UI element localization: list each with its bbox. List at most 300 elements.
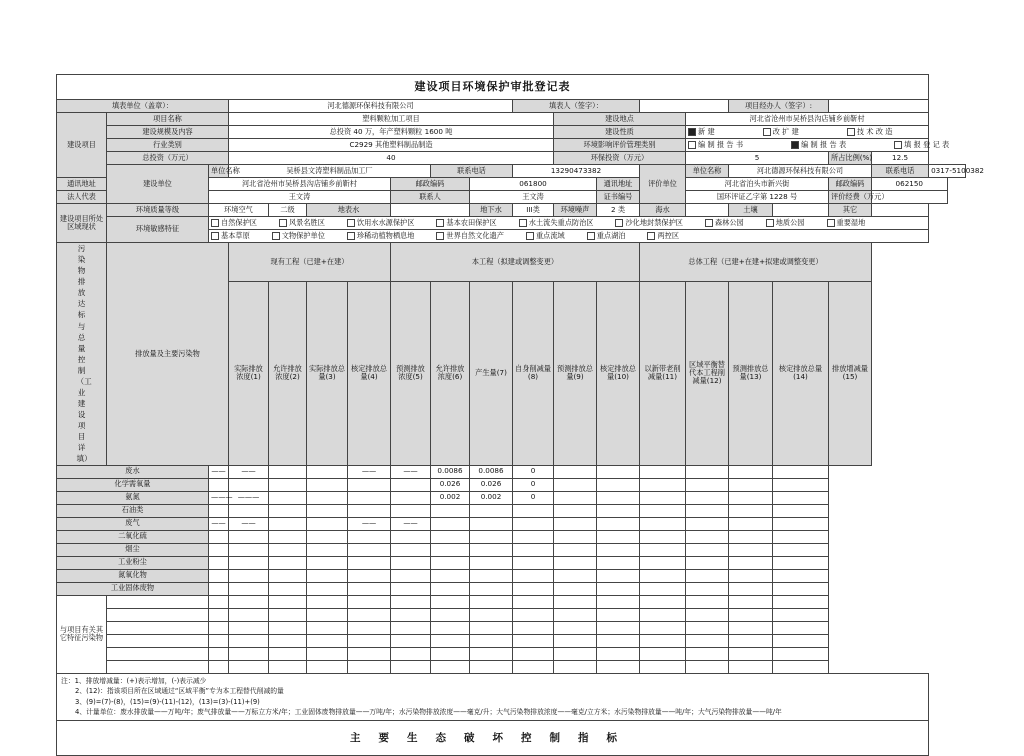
table-cell bbox=[597, 647, 640, 660]
table-cell bbox=[269, 634, 307, 647]
table-cell bbox=[348, 504, 391, 517]
table-cell bbox=[773, 465, 829, 478]
table-cell bbox=[107, 595, 209, 608]
checkbox[interactable] bbox=[272, 232, 280, 240]
table-cell bbox=[554, 647, 597, 660]
sensitive-option-label: 水土流失重点防治区 bbox=[528, 217, 594, 227]
table-cell bbox=[269, 582, 307, 595]
table-cell bbox=[686, 582, 729, 595]
table-cell bbox=[597, 621, 640, 634]
table-cell bbox=[431, 647, 470, 660]
region-section: 建设项目所处区域现状 bbox=[57, 204, 107, 243]
table-cell bbox=[470, 582, 513, 595]
invest-label: 总投资（万元） bbox=[107, 152, 229, 165]
table-cell bbox=[269, 608, 307, 621]
table-row bbox=[57, 595, 966, 608]
table-cell bbox=[209, 582, 229, 595]
table-cell bbox=[554, 556, 597, 569]
table-cell bbox=[269, 491, 307, 504]
table-cell bbox=[348, 491, 391, 504]
table-cell bbox=[554, 517, 597, 530]
table-cell bbox=[686, 621, 729, 634]
table-cell bbox=[391, 595, 431, 608]
column-header: 产生量(7) bbox=[470, 282, 513, 465]
table-cell bbox=[431, 569, 470, 582]
table-row bbox=[57, 556, 966, 569]
table-cell bbox=[269, 556, 307, 569]
table-cell bbox=[209, 530, 229, 543]
option-label: 填 报 登 记 表 bbox=[904, 139, 950, 149]
table-cell bbox=[348, 582, 391, 595]
table-cell bbox=[686, 634, 729, 647]
eia-options bbox=[686, 139, 950, 152]
table-cell bbox=[513, 634, 554, 647]
sensitive-option-label: 森林公园 bbox=[714, 217, 744, 227]
table-cell bbox=[431, 595, 470, 608]
table-cell bbox=[729, 621, 773, 634]
other-pollutant-label: 与项目有关其它特征污染物 bbox=[57, 595, 107, 673]
table-cell bbox=[307, 647, 348, 660]
table-cell bbox=[431, 634, 470, 647]
table-cell bbox=[773, 517, 829, 530]
table-cell bbox=[597, 530, 640, 543]
table-cell bbox=[729, 582, 773, 595]
column-header: 以新带老削减量(11) bbox=[640, 282, 686, 465]
table-cell bbox=[773, 556, 829, 569]
table-cell bbox=[391, 504, 431, 517]
table-cell bbox=[729, 569, 773, 582]
table-cell bbox=[209, 478, 229, 491]
table-cell bbox=[513, 556, 554, 569]
table-cell bbox=[554, 582, 597, 595]
table-cell bbox=[554, 595, 597, 608]
table-cell: 0.026 bbox=[431, 478, 470, 491]
table-cell bbox=[729, 647, 773, 660]
table-cell bbox=[229, 556, 269, 569]
pollutant-name: 氮氧化物 bbox=[57, 569, 209, 582]
checkbox[interactable] bbox=[615, 219, 623, 227]
table-cell bbox=[773, 660, 829, 673]
table-cell bbox=[391, 543, 431, 556]
table-cell bbox=[229, 530, 269, 543]
table-row bbox=[57, 621, 966, 634]
table-cell bbox=[513, 543, 554, 556]
table-cell bbox=[348, 569, 391, 582]
table-cell bbox=[773, 569, 829, 582]
table-cell bbox=[640, 530, 686, 543]
table-cell: 0.0086 bbox=[470, 465, 513, 478]
checkbox[interactable] bbox=[347, 219, 355, 227]
option-item bbox=[688, 128, 715, 136]
pollutant-rows bbox=[57, 465, 966, 595]
table-cell bbox=[269, 517, 307, 530]
checkbox[interactable] bbox=[211, 219, 219, 227]
table-cell: —— bbox=[391, 465, 431, 478]
table-cell bbox=[470, 621, 513, 634]
eval-unit: 河北德源环保科技有限公司 bbox=[729, 165, 872, 178]
table-cell bbox=[640, 647, 686, 660]
column-header: 预测排放浓度(5) bbox=[391, 282, 431, 465]
builder-phone: 13290473382 bbox=[513, 165, 640, 178]
column-header: 区域平衡替代本工程削减量(12) bbox=[686, 282, 729, 465]
filler-person-value bbox=[640, 100, 729, 113]
table-cell bbox=[229, 582, 269, 595]
table-cell bbox=[729, 491, 773, 504]
table-cell bbox=[640, 582, 686, 595]
table-cell bbox=[209, 621, 229, 634]
builder-section: 建设单位 bbox=[107, 165, 209, 204]
checkbox[interactable] bbox=[791, 141, 799, 149]
table-cell bbox=[554, 660, 597, 673]
checkbox[interactable] bbox=[763, 128, 771, 136]
checkbox[interactable] bbox=[347, 232, 355, 240]
table-cell bbox=[470, 530, 513, 543]
table-row bbox=[57, 530, 966, 543]
table-cell bbox=[686, 660, 729, 673]
sensitive-option-label: 世界自然文化遗产 bbox=[446, 230, 504, 240]
sensitive-option bbox=[279, 219, 325, 227]
table-cell bbox=[640, 491, 686, 504]
table-cell bbox=[229, 647, 269, 660]
sensitive-option-label: 饮用水水源保护区 bbox=[356, 217, 415, 227]
table-cell bbox=[431, 608, 470, 621]
table-row bbox=[57, 647, 966, 660]
table-cell bbox=[431, 530, 470, 543]
table-cell bbox=[269, 660, 307, 673]
table-cell: 0.026 bbox=[470, 478, 513, 491]
builder-rep-label: 法人代表 bbox=[57, 191, 107, 204]
table-cell bbox=[307, 478, 348, 491]
table-cell bbox=[513, 595, 554, 608]
table-cell bbox=[513, 582, 554, 595]
table-cell bbox=[729, 465, 773, 478]
table-cell bbox=[470, 517, 513, 530]
table-cell bbox=[773, 582, 829, 595]
eval-phone: 0317-5100382 bbox=[929, 165, 966, 178]
column-header: 预测排放总量(13) bbox=[729, 282, 773, 465]
table-cell bbox=[229, 634, 269, 647]
eval-cert: 国环评证乙字第 1228 号 bbox=[686, 191, 829, 204]
sensitive-option-label: 基本草原 bbox=[221, 230, 250, 240]
notes bbox=[57, 673, 929, 720]
table-cell bbox=[470, 556, 513, 569]
table-cell bbox=[229, 621, 269, 634]
table-cell bbox=[773, 595, 829, 608]
table-cell bbox=[229, 478, 269, 491]
table-cell bbox=[597, 569, 640, 582]
sea-label: 海水 bbox=[640, 204, 686, 217]
table-cell bbox=[554, 530, 597, 543]
table-cell bbox=[686, 491, 729, 504]
column-header: 核定排放总量(4) bbox=[348, 282, 391, 465]
table-cell bbox=[773, 504, 829, 517]
table-cell bbox=[640, 504, 686, 517]
table-cell bbox=[209, 647, 229, 660]
table-cell bbox=[209, 543, 229, 556]
table-cell bbox=[209, 608, 229, 621]
table-cell bbox=[513, 647, 554, 660]
table-cell bbox=[597, 517, 640, 530]
table-cell bbox=[554, 621, 597, 634]
table-cell bbox=[307, 556, 348, 569]
table-cell bbox=[470, 647, 513, 660]
current-header: 本工程（拟建或调整变更） bbox=[391, 243, 640, 282]
table-cell bbox=[773, 530, 829, 543]
filler-label: 填表单位（盖章）： bbox=[57, 100, 229, 113]
table-cell bbox=[597, 582, 640, 595]
table-cell bbox=[431, 517, 470, 530]
table-cell bbox=[269, 478, 307, 491]
table-cell bbox=[391, 647, 431, 660]
table-cell bbox=[640, 595, 686, 608]
table-cell bbox=[513, 530, 554, 543]
table-cell bbox=[513, 621, 554, 634]
table-cell bbox=[348, 595, 391, 608]
table-cell bbox=[307, 621, 348, 634]
checkbox[interactable] bbox=[279, 219, 287, 227]
table-cell bbox=[729, 634, 773, 647]
other-label: 其它 bbox=[829, 204, 872, 217]
project-scale: 总投资 40 万，年产塑料颗粒 1600 吨 bbox=[229, 126, 554, 139]
table-cell bbox=[209, 556, 229, 569]
table-cell bbox=[554, 634, 597, 647]
builder-unit: 吴桥县文涛塑料制品加工厂 bbox=[229, 165, 431, 178]
ratio-value: 12.5 bbox=[872, 152, 929, 165]
table-cell bbox=[209, 569, 229, 582]
project-section: 建设项目 bbox=[57, 113, 107, 178]
table-cell bbox=[640, 556, 686, 569]
table-cell bbox=[348, 634, 391, 647]
table-cell bbox=[348, 543, 391, 556]
checkbox[interactable] bbox=[519, 219, 527, 227]
table-cell bbox=[391, 621, 431, 634]
env-invest-label: 环保投资（万元） bbox=[554, 152, 686, 165]
air-value: 二级 bbox=[269, 204, 307, 217]
eval-unit-label: 单位名称 bbox=[686, 165, 729, 178]
sensitive-option bbox=[615, 219, 683, 227]
option-label: 技 术 改 造 bbox=[856, 126, 893, 136]
existing-header: 现有工程（已建+在建） bbox=[229, 243, 391, 282]
table-cell bbox=[229, 608, 269, 621]
eval-addr: 河北省泊头市新兴街 bbox=[686, 178, 829, 191]
table-cell bbox=[391, 608, 431, 621]
table-cell bbox=[391, 660, 431, 673]
table-cell bbox=[773, 647, 829, 660]
pollutant-name: 化学需氧量 bbox=[57, 478, 209, 491]
table-cell bbox=[597, 556, 640, 569]
soil-label: 土壤 bbox=[729, 204, 773, 217]
column-header: 允许排放浓度(2) bbox=[269, 282, 307, 465]
builder-rep: 王文涛 bbox=[209, 191, 391, 204]
other-value bbox=[872, 204, 929, 217]
sensitive-option bbox=[827, 219, 866, 227]
checkbox[interactable] bbox=[647, 232, 655, 240]
table-cell bbox=[209, 595, 229, 608]
option-item bbox=[688, 141, 743, 149]
eval-zip-label: 邮政编码 bbox=[829, 178, 872, 191]
table-cell bbox=[729, 504, 773, 517]
table-cell bbox=[348, 556, 391, 569]
option-label: 编 制 报 告 书 bbox=[698, 139, 744, 149]
table-cell bbox=[640, 634, 686, 647]
checkbox[interactable] bbox=[827, 219, 835, 227]
checkbox[interactable] bbox=[688, 141, 696, 149]
checkbox[interactable] bbox=[688, 128, 696, 136]
evaluator-section: 评价单位 bbox=[640, 165, 686, 204]
table-cell bbox=[348, 608, 391, 621]
table-cell bbox=[513, 660, 554, 673]
table-cell bbox=[597, 595, 640, 608]
table-row bbox=[57, 543, 966, 556]
project-name: 塑料颗粒加工项目 bbox=[229, 113, 554, 126]
table-cell bbox=[391, 582, 431, 595]
table-cell bbox=[686, 504, 729, 517]
table-cell bbox=[686, 608, 729, 621]
column-header: 预测排放总量(9) bbox=[554, 282, 597, 465]
table-cell bbox=[773, 491, 829, 504]
table-cell: ——— bbox=[209, 491, 229, 504]
note-line: 2、(12)：指该项目所在区域通过“区域平衡”专为本工程替代削减的量 bbox=[75, 687, 284, 696]
table-cell: ——— bbox=[229, 491, 269, 504]
sensitive-option-label: 珍稀动植物栖息地 bbox=[356, 230, 415, 240]
sensitive-option-label: 风景名胜区 bbox=[288, 217, 325, 227]
sensitive-option bbox=[211, 219, 257, 227]
sensitive-option bbox=[705, 219, 744, 227]
sensitive-option bbox=[766, 219, 805, 227]
checkbox[interactable] bbox=[705, 219, 713, 227]
table-cell bbox=[729, 517, 773, 530]
column-header: 实际排放总量(3) bbox=[307, 282, 348, 465]
nature-options bbox=[686, 126, 929, 139]
table-cell: 0.002 bbox=[470, 491, 513, 504]
table-cell bbox=[269, 569, 307, 582]
sensitive-label: 环境敏感特征 bbox=[107, 217, 209, 243]
ground-value: III类 bbox=[513, 204, 554, 217]
table-cell bbox=[307, 465, 348, 478]
table-cell bbox=[431, 504, 470, 517]
surface-value bbox=[391, 204, 470, 217]
builder-addr-label: 通讯地址 bbox=[57, 178, 107, 191]
builder-addr: 河北省沧州市吴桥县沟店铺乡前靳村 bbox=[209, 178, 391, 191]
note-line: 注：1、排放增减量：(+)表示增加，(-)表示减少 bbox=[61, 676, 207, 685]
sensitive-option bbox=[436, 232, 504, 240]
table-cell: —— bbox=[209, 517, 229, 530]
table-cell bbox=[686, 569, 729, 582]
sensitive-option bbox=[647, 232, 679, 240]
table-cell bbox=[107, 660, 209, 673]
pollutant-name: 氨氮 bbox=[57, 491, 209, 504]
table-cell bbox=[107, 647, 209, 660]
eval-phone-label: 联系电话 bbox=[872, 165, 929, 178]
table-cell: 0.002 bbox=[431, 491, 470, 504]
checkbox[interactable] bbox=[587, 232, 595, 240]
checkbox[interactable] bbox=[526, 232, 534, 240]
project-invest: 40 bbox=[229, 152, 554, 165]
table-cell bbox=[513, 569, 554, 582]
table-cell bbox=[686, 465, 729, 478]
table-cell bbox=[513, 608, 554, 621]
pollutant-name: 工业固体废物 bbox=[57, 582, 209, 595]
table-cell bbox=[597, 491, 640, 504]
table-cell bbox=[107, 634, 209, 647]
sensitive-option bbox=[526, 232, 565, 240]
registration-form bbox=[56, 74, 984, 756]
table-cell bbox=[686, 478, 729, 491]
noise-value: 2 类 bbox=[597, 204, 640, 217]
table-cell bbox=[597, 634, 640, 647]
option-label: 改 扩 建 bbox=[772, 126, 799, 136]
table-cell bbox=[513, 504, 554, 517]
eval-cert-label: 证书编号 bbox=[597, 191, 640, 204]
table-cell bbox=[307, 504, 348, 517]
table-cell bbox=[729, 530, 773, 543]
table-row bbox=[57, 465, 966, 478]
checkbox[interactable] bbox=[894, 141, 902, 149]
checkbox[interactable] bbox=[436, 219, 444, 227]
form-title: 建设项目环境保护审批登记表 bbox=[57, 75, 929, 100]
table-cell bbox=[431, 660, 470, 673]
table-cell bbox=[391, 478, 431, 491]
table-cell bbox=[107, 621, 209, 634]
sensitive-option bbox=[587, 232, 626, 240]
soil-value bbox=[773, 204, 829, 217]
table-cell bbox=[470, 504, 513, 517]
table-cell bbox=[597, 504, 640, 517]
table-cell bbox=[554, 569, 597, 582]
sensitive-option-label: 重点湖泊 bbox=[596, 230, 626, 240]
sensitive-option-label: 重点流域 bbox=[535, 230, 565, 240]
table-cell bbox=[431, 621, 470, 634]
table-cell bbox=[470, 569, 513, 582]
table-cell bbox=[209, 634, 229, 647]
table-row bbox=[57, 582, 966, 595]
table-cell bbox=[729, 478, 773, 491]
table-cell: 0 bbox=[513, 465, 554, 478]
table-cell bbox=[307, 582, 348, 595]
column-header: 核定排放总量(10) bbox=[597, 282, 640, 465]
table-cell bbox=[729, 608, 773, 621]
table-cell bbox=[348, 660, 391, 673]
table-cell bbox=[307, 634, 348, 647]
checkbox[interactable] bbox=[766, 219, 774, 227]
table-cell bbox=[431, 556, 470, 569]
industry-label: 行业类别 bbox=[107, 139, 229, 152]
location-label: 建设地点 bbox=[554, 113, 686, 126]
checkbox[interactable] bbox=[211, 232, 219, 240]
table-cell bbox=[307, 517, 348, 530]
table-cell bbox=[229, 569, 269, 582]
table-cell bbox=[640, 660, 686, 673]
table-cell bbox=[307, 491, 348, 504]
table-cell bbox=[640, 478, 686, 491]
table-row bbox=[57, 569, 966, 582]
table-cell bbox=[348, 647, 391, 660]
eia-label: 环境影响评价管理类别 bbox=[554, 139, 686, 152]
pollution-side-label: 污染物排放达标与总量控制（工业建设项目详填） bbox=[57, 243, 107, 466]
table-cell bbox=[470, 595, 513, 608]
ground-label: 地下水 bbox=[470, 204, 513, 217]
noise-label: 环境噪声 bbox=[554, 204, 597, 217]
sensitive-option bbox=[519, 219, 594, 227]
other-pollutant-rows bbox=[57, 595, 966, 673]
sensitive-option bbox=[436, 219, 496, 227]
checkbox[interactable] bbox=[847, 128, 855, 136]
sensitive-option-label: 基本农田保护区 bbox=[446, 217, 497, 227]
table-cell bbox=[348, 478, 391, 491]
manager-label: 项目经办人（签字）: bbox=[729, 100, 829, 113]
checkbox[interactable] bbox=[436, 232, 444, 240]
table-cell bbox=[640, 569, 686, 582]
